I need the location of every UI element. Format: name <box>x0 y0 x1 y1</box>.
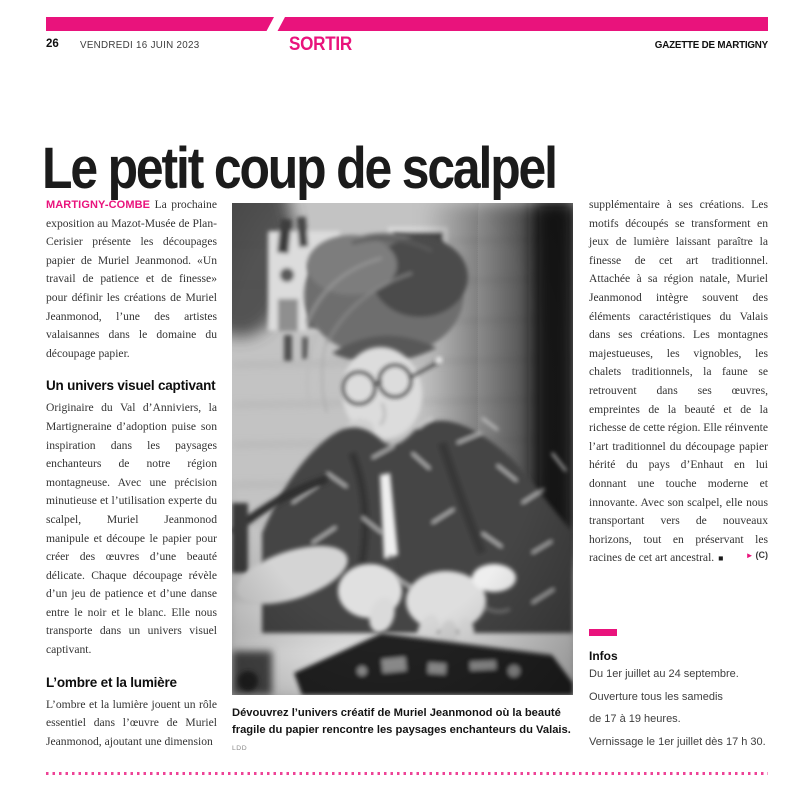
page-number: 26 <box>46 38 59 50</box>
agency-credit-text: (C) <box>755 550 768 561</box>
continuation-text: supplémentaire à ses créations. Les motifs découpés se transforment en jeux de lumière laissant paraître la finesse de cet art traditionnel. Attachée à sa région natale, Muriel Jeanmonod intègre souvent des éléments caractéristiques du Valais dans ses créations. Les montagnes majestueuses, les vignobles, les chalets traditionnels, la faune se retrouvent dans ses œuvres, empreintes de la beauté et de la richesse de cette région. Elle réinvente l’art traditionnel du découpage papier hérité du pays d’Enhaut en lui donnant une touche moderne et innovante. Avec son scalpel, elle nous transportant vers de nouveaux horizons, tout en préservant les racines de cet art ancestral. <box>589 198 768 565</box>
end-of-article-square: ■ <box>718 553 724 564</box>
paragraph-3: L’ombre et la lumière jouent un rôle essentiel dans l’œuvre de Muriel Jeanmonod, ajoutant une dimension <box>46 697 217 748</box>
subheading-1: Un univers visuel captivant <box>46 378 216 394</box>
infos-line-1: Du 1er juillet au 24 septembre. <box>589 668 739 680</box>
article-photo-illustration <box>232 203 573 695</box>
photo-caption-text: Dévouvrez l’univers créatif de Muriel Jeanmonod où la beauté fragile du papier rencontre les paysages enchanteurs du Valais. <box>232 707 571 736</box>
article-column-right <box>589 196 768 568</box>
article-headline: Le petit coup de scalpel <box>42 135 556 201</box>
lead-paragraph <box>46 196 217 363</box>
top-rule-notch <box>265 16 285 33</box>
infos-title: Infos <box>589 649 618 663</box>
subheading-2: L’ombre et la lumière <box>46 674 177 690</box>
end-arrow-icon: ► <box>745 551 754 561</box>
bottom-dotted-rule <box>46 772 768 775</box>
masthead: GAZETTE DE MARTIGNY <box>654 40 768 51</box>
infos-accent-bar <box>589 629 617 636</box>
photo-caption <box>232 705 573 757</box>
photo-credit: LDD <box>232 745 248 752</box>
article-photo <box>232 203 573 695</box>
paragraph-2: Originaire du Val d’Anniviers, la Martigneraine d’adoption puise son inspiration dans les paysages enchanteurs de notre région montagneuse. Avec une précision minutieuse et l’utilisation experte du scalpel, Muriel Jeanmonod manipule et découpe le papier pour créer des œuvres d’une beauté délicate. Chaque découpage révèle d’un jeu de patience et d’une danse entre le noir et le blanc. Elle nous transporte dans un univers visuel captivant. <box>46 401 217 657</box>
lead-text: La prochaine exposition au Mazot-Musée de Plan-Cerisier présente les découpages papier de Muriel Jeanmonod. «Un travail de patience et de finesse» pour définir les créations de Muriel Jeanmonod, l’une des artistes valaisannes dans le domaine du découpage papier. <box>46 198 217 360</box>
infos-line-3: de 17 à 19 heures. <box>589 713 681 725</box>
agency-credit <box>741 546 768 566</box>
top-rule <box>46 17 768 31</box>
infos-line-4: Vernissage le 1er juillet dès 17 h 30. <box>589 735 766 748</box>
article-column-left <box>46 196 217 751</box>
paragraph-continuation <box>589 196 768 568</box>
infos-box <box>589 629 768 753</box>
section-title: SORTIR <box>289 34 352 55</box>
dateline-location: MARTIGNY-COMBE <box>46 199 151 211</box>
infos-line-2: Ouverture tous les samedis <box>589 690 723 703</box>
edition-date: VENDREDI 16 JUIN 2023 <box>80 40 200 51</box>
